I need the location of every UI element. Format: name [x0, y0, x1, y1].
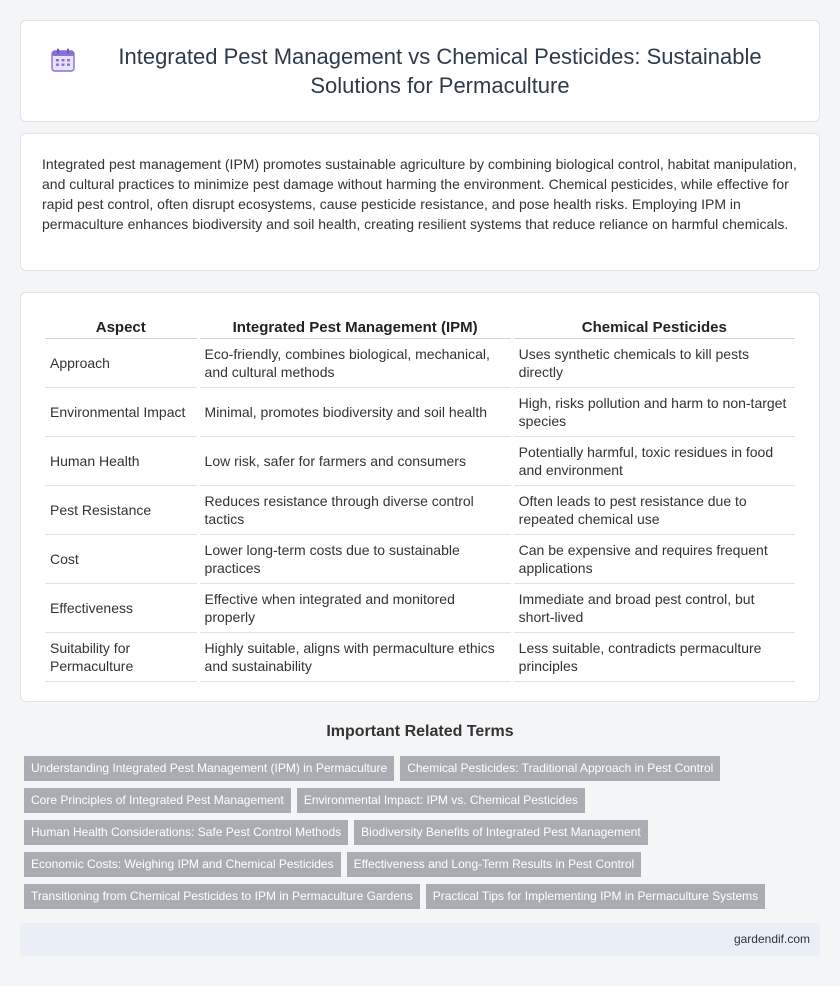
cell-chemical: Potentially harmful, toxic residues in food and environment: [514, 437, 795, 486]
related-term-tag[interactable]: Biodiversity Benefits of Integrated Pest Management: [354, 820, 648, 845]
cell-aspect: Environmental Impact: [45, 388, 197, 437]
comparison-table: [42, 316, 798, 682]
related-term-tag[interactable]: Human Health Considerations: Safe Pest Control Methods: [24, 820, 348, 845]
related-term-tag[interactable]: Chemical Pesticides: Traditional Approach in Pest Control: [400, 756, 720, 781]
intro-card: [20, 133, 820, 271]
cell-aspect: Suitability for Permaculture: [45, 633, 197, 682]
header-ipm: Integrated Pest Management (IPM): [200, 316, 511, 339]
cell-ipm: Lower long-term costs due to sustainable practices: [200, 535, 511, 584]
table-row: [45, 535, 795, 584]
table-row: [45, 584, 795, 633]
cell-chemical: High, risks pollution and harm to non-target species: [514, 388, 795, 437]
cell-chemical: Less suitable, contradicts permaculture principles: [514, 633, 795, 682]
intro-paragraph: Integrated pest management (IPM) promotes sustainable agriculture by combining biological control, habitat manipulation, and cultural practices to minimize pest damage without harming the environment. Chemical pesticides, while effective for rapid pest control, often disrupt ecosystems, cause pesticide resistance, and pose health risks. Employing IPM in permaculture enhances biodiversity and soil health, creating resilient systems that reduce reliance on harmful chemicals.: [42, 156, 797, 232]
title-card: [20, 20, 820, 122]
comparison-table-card: [20, 292, 820, 702]
cell-ipm: Low risk, safer for farmers and consumers: [200, 437, 511, 486]
header-aspect: Aspect: [45, 316, 197, 339]
related-terms-list: [24, 756, 824, 909]
cell-ipm: Effective when integrated and monitored properly: [200, 584, 511, 633]
cell-ipm: Highly suitable, aligns with permaculture ethics and sustainability: [200, 633, 511, 682]
related-term-tag[interactable]: Core Principles of Integrated Pest Management: [24, 788, 291, 813]
table-header-row: [45, 316, 795, 339]
cell-chemical: Can be expensive and requires frequent applications: [514, 535, 795, 584]
related-term-tag[interactable]: Transitioning from Chemical Pesticides to IPM in Permaculture Gardens: [24, 884, 420, 909]
cell-aspect: Pest Resistance: [45, 486, 197, 535]
related-terms-title: Important Related Terms: [326, 723, 514, 740]
related-term-tag[interactable]: Effectiveness and Long-Term Results in Pest Control: [347, 852, 642, 877]
related-term-tag[interactable]: Environmental Impact: IPM vs. Chemical Pesticides: [297, 788, 585, 813]
table-row: [45, 339, 795, 388]
table-row: [45, 486, 795, 535]
title-row: [21, 21, 819, 121]
cell-chemical: Often leads to pest resistance due to repeated chemical use: [514, 486, 795, 535]
footer: [20, 923, 820, 956]
footer-site-link[interactable]: gardendif.com: [733, 932, 810, 946]
cell-ipm: Minimal, promotes biodiversity and soil health: [200, 388, 511, 437]
cell-ipm: Eco-friendly, combines biological, mechanical, and cultural methods: [200, 339, 511, 388]
cell-chemical: Immediate and broad pest control, but short-lived: [514, 584, 795, 633]
cell-aspect: Cost: [45, 535, 197, 584]
table-row: [45, 633, 795, 682]
cell-chemical: Uses synthetic chemicals to kill pests directly: [514, 339, 795, 388]
table-row: [45, 437, 795, 486]
cell-ipm: Reduces resistance through diverse control tactics: [200, 486, 511, 535]
cell-aspect: Human Health: [45, 437, 197, 486]
page-title: Integrated Pest Management vs Chemical Pesticides: Sustainable Solutions for Permaculture: [118, 44, 762, 98]
related-term-tag[interactable]: Practical Tips for Implementing IPM in Permaculture Systems: [426, 884, 765, 909]
cell-aspect: Effectiveness: [45, 584, 197, 633]
cell-aspect: Approach: [45, 339, 197, 388]
header-chemical: Chemical Pesticides: [514, 316, 795, 339]
related-term-tag[interactable]: Economic Costs: Weighing IPM and Chemical Pesticides: [24, 852, 341, 877]
related-term-tag[interactable]: Understanding Integrated Pest Management (IPM) in Permaculture: [24, 756, 394, 781]
table-row: [45, 388, 795, 437]
